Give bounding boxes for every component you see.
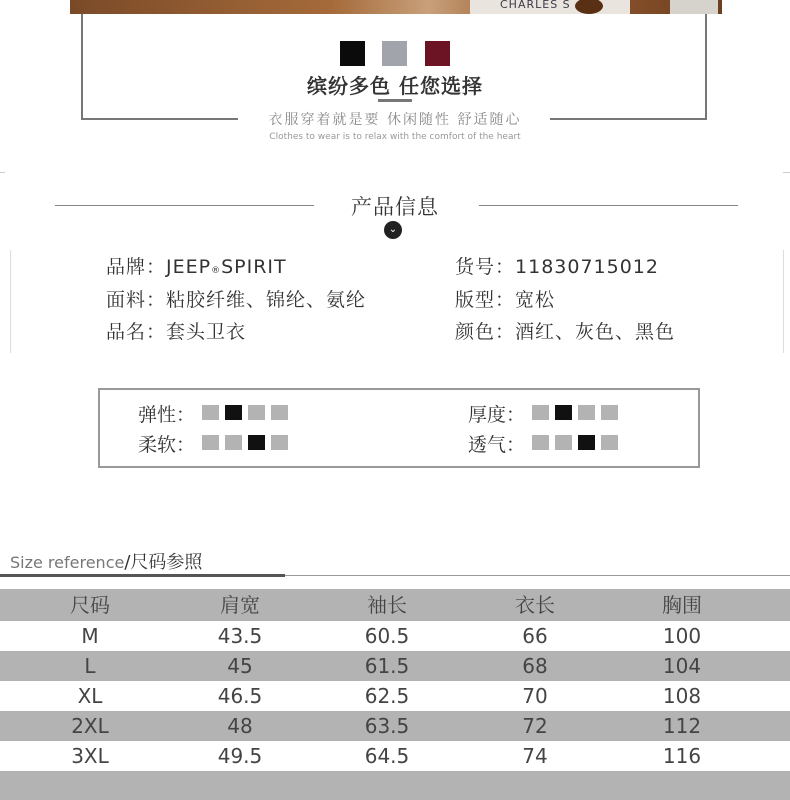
info-title-line-right xyxy=(479,205,738,206)
scale-square xyxy=(532,435,549,450)
size-heading-en: Size reference xyxy=(10,553,125,572)
scale-square xyxy=(248,405,265,420)
fabric-value: 粘胶纤维、锦纶、氨纶 xyxy=(166,289,367,311)
fit-row xyxy=(455,285,555,312)
table-cell: 49.5 xyxy=(217,744,263,768)
table-cell: 60.5 xyxy=(364,624,410,648)
scale-square xyxy=(225,405,242,420)
table-header-cell: 衣长 xyxy=(515,593,555,617)
table-cell: 68 xyxy=(522,654,548,678)
size-heading-cn: /尺码参照 xyxy=(124,552,203,573)
scale-square xyxy=(248,435,265,450)
plate-text: CHARLES S xyxy=(500,0,571,11)
scale-square xyxy=(225,435,242,450)
scale-square xyxy=(202,405,219,420)
size-heading-rule xyxy=(285,575,790,576)
sku-row xyxy=(455,252,659,279)
table-cell: 108 xyxy=(662,684,702,708)
color-label: 颜色： xyxy=(455,321,516,343)
name-row xyxy=(106,317,246,344)
softness-label: 柔软： xyxy=(138,434,196,456)
table-cell: 2XL xyxy=(71,714,109,738)
brand-value: JEEP xyxy=(166,256,212,278)
size-heading xyxy=(10,548,202,574)
table-cell: 48 xyxy=(227,714,253,738)
table-cell: 116 xyxy=(662,744,702,768)
name-value: 套头卫衣 xyxy=(166,321,247,343)
scale-square xyxy=(555,435,572,450)
color-row xyxy=(455,317,675,344)
table-row xyxy=(0,741,790,771)
color-value: 酒红、灰色、黑色 xyxy=(515,321,676,343)
table-footer-row xyxy=(0,771,790,800)
fabric-label: 面料： xyxy=(106,289,167,311)
swatch-wine-red[interactable] xyxy=(425,41,450,66)
breathability-label: 透气： xyxy=(468,434,526,456)
banner-frame xyxy=(81,14,707,120)
table-row xyxy=(0,621,790,651)
table-cell: 62.5 xyxy=(364,684,410,708)
license-plate-2 xyxy=(670,0,718,14)
brand-row xyxy=(106,252,287,279)
fit-value: 宽松 xyxy=(515,289,556,311)
size-heading-underline xyxy=(0,574,285,577)
scale-square xyxy=(578,405,595,420)
sku-value: 11830715012 xyxy=(515,256,659,278)
table-header-cell: 袖长 xyxy=(367,593,407,617)
scale-square xyxy=(271,405,288,420)
scale-square xyxy=(532,405,549,420)
name-label: 品名： xyxy=(106,321,167,343)
elasticity-label: 弹性： xyxy=(138,404,196,426)
registered-mark: ® xyxy=(211,266,222,276)
table-cell: 45 xyxy=(227,654,253,678)
table-row xyxy=(0,681,790,711)
scale-square xyxy=(271,435,288,450)
table-cell: M xyxy=(81,624,99,648)
table-cell: 61.5 xyxy=(364,654,410,678)
table-row xyxy=(0,651,790,681)
product-photo-strip xyxy=(70,0,722,14)
table-cell: XL xyxy=(77,684,103,708)
table-cell: 46.5 xyxy=(217,684,263,708)
license-plate xyxy=(470,0,630,14)
info-title: 产品信息 xyxy=(351,195,439,219)
color-tagline: 缤纷多色 任您选择 xyxy=(307,74,483,98)
table-cell: 74 xyxy=(522,744,548,768)
brand-value-suffix: SPIRIT xyxy=(221,256,287,278)
table-cell: 100 xyxy=(662,624,702,648)
scale-square xyxy=(578,435,595,450)
table-cell: 72 xyxy=(522,714,548,738)
table-cell: 64.5 xyxy=(364,744,410,768)
sku-label: 货号： xyxy=(455,256,516,278)
table-cell: 66 xyxy=(522,624,548,648)
swatch-black[interactable] xyxy=(340,41,365,66)
tagline-underline xyxy=(378,99,412,102)
table-row xyxy=(0,711,790,741)
table-cell: 104 xyxy=(662,654,702,678)
fabric-row xyxy=(106,285,366,312)
scale-square xyxy=(601,435,618,450)
divider-left-tick xyxy=(0,172,5,173)
table-header-cell: 尺码 xyxy=(70,593,110,617)
info-left-border xyxy=(10,250,11,353)
table-header-row xyxy=(0,589,790,621)
brand-label: 品牌： xyxy=(106,256,167,278)
chevron-down-icon: ⌄ xyxy=(384,221,402,239)
table-header-cell: 胸围 xyxy=(662,593,702,617)
divider-right-tick xyxy=(783,172,790,173)
fit-label: 版型： xyxy=(455,289,516,311)
info-right-border xyxy=(783,250,784,353)
subtitle-english: Clothes to wear is to relax with the comfort of the heart xyxy=(269,132,521,142)
scale-square xyxy=(601,405,618,420)
table-cell: 3XL xyxy=(71,744,109,768)
table-cell: 63.5 xyxy=(364,714,410,738)
thickness-label: 厚度： xyxy=(468,404,526,426)
swatch-gray[interactable] xyxy=(382,41,407,66)
scale-square xyxy=(202,435,219,450)
subtitle-chinese: 衣服穿着就是要 休闲随性 舒适随心 xyxy=(268,112,522,128)
table-header-cell: 肩宽 xyxy=(220,593,260,617)
table-cell: 70 xyxy=(522,684,548,708)
table-cell: 112 xyxy=(662,714,702,738)
scale-square xyxy=(555,405,572,420)
table-cell: 43.5 xyxy=(217,624,263,648)
table-cell: L xyxy=(84,654,96,678)
